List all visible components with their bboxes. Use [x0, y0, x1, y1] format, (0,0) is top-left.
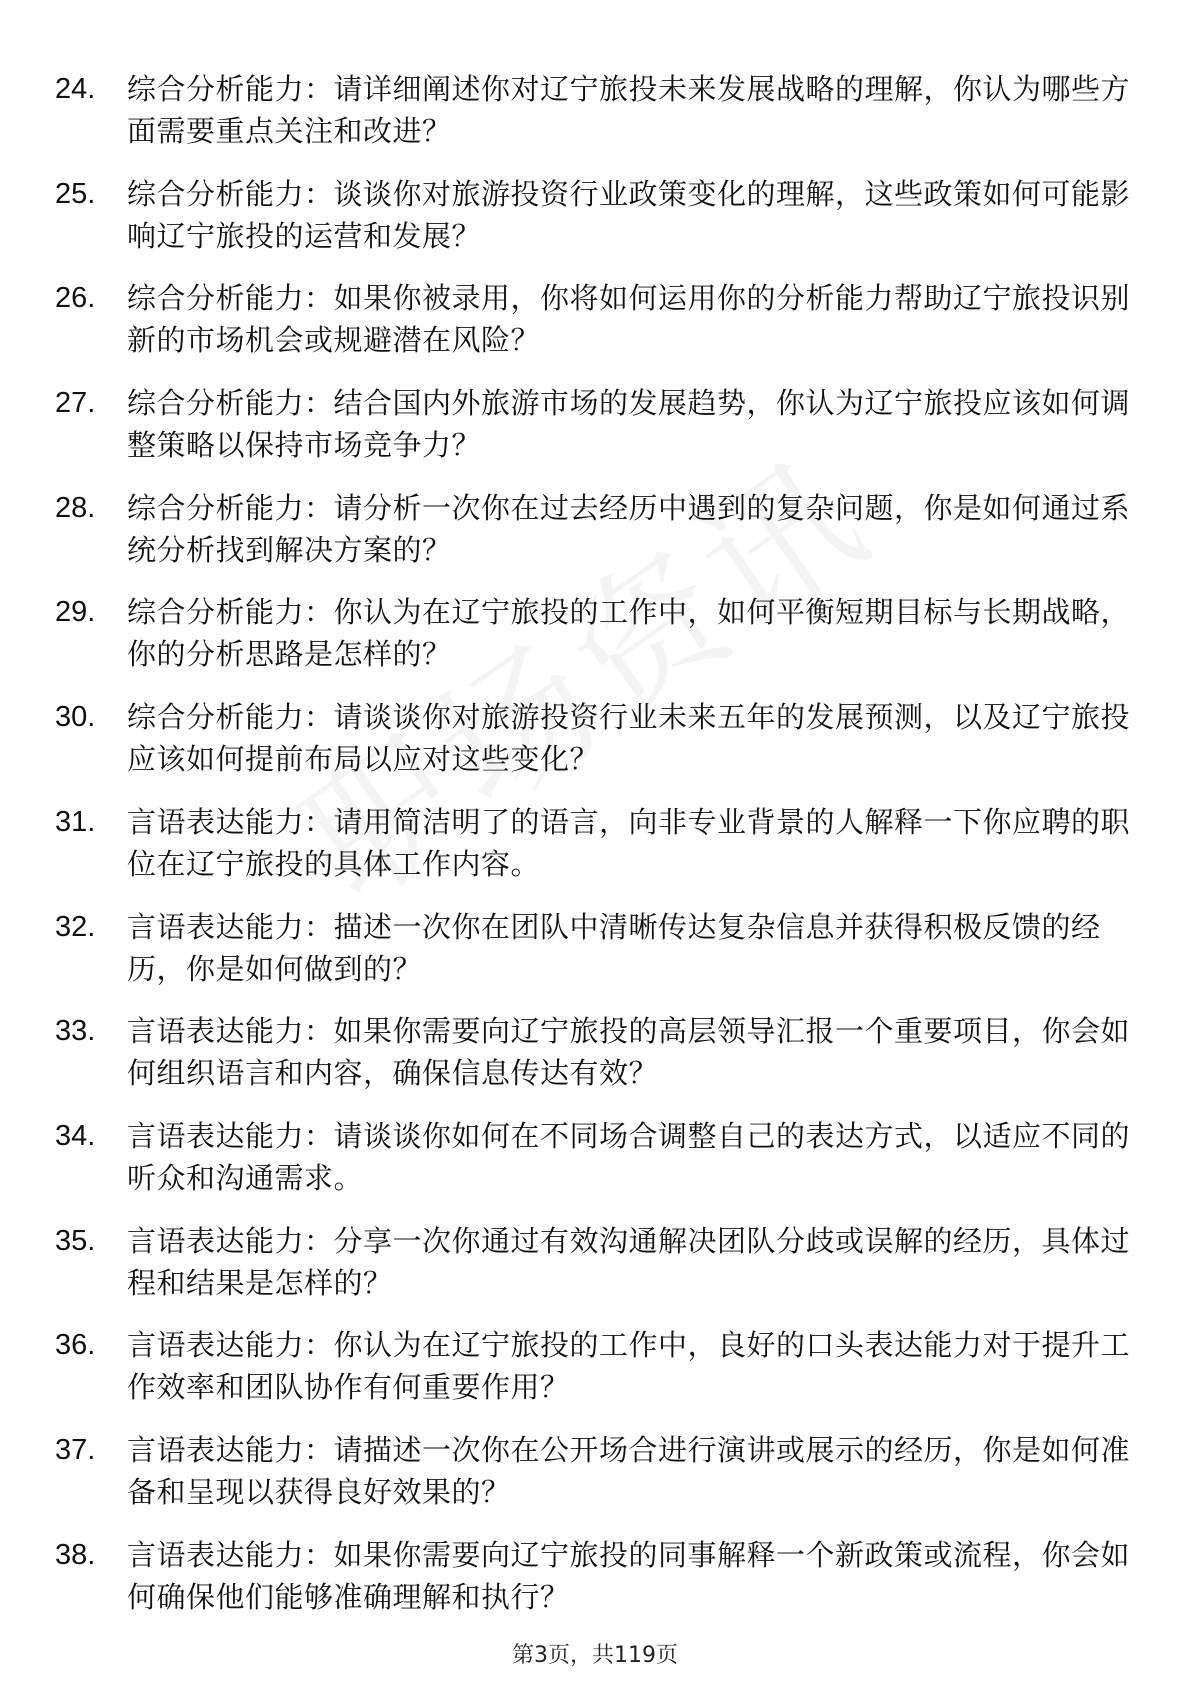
question-number: 37. [55, 1433, 96, 1466]
question-item [55, 382, 1135, 487]
question-text: 言语表达能力：描述一次你在团队中清晰传达复杂信息并获得积极反馈的经历，你是如何做到的？ [127, 909, 1101, 986]
question-number: 25. [55, 177, 96, 210]
question-text: 言语表达能力：如果你需要向辽宁旅投的同事解释一个新政策或流程，你会如何确保他们能够准确理解和执行？ [127, 1537, 1131, 1614]
question-item [55, 1010, 1135, 1115]
question-number: 32. [55, 910, 96, 943]
question-text: 言语表达能力：请描述一次你在公开场合进行演讲或展示的经历，你是如何准备和呈现以获得良好效果的？ [127, 1432, 1131, 1509]
question-text: 综合分析能力：请分析一次你在过去经历中遇到的复杂问题，你是如何通过系统分析找到解决方案的？ [127, 490, 1131, 567]
question-number: 28. [55, 491, 96, 524]
page-footer: 第3页，共119页 [512, 1643, 678, 1668]
question-number: 33. [55, 1015, 96, 1048]
question-text: 言语表达能力：分享一次你通过有效沟通解决团队分歧或误解的经历，具体过程和结果是怎样的？ [127, 1223, 1131, 1300]
question-number: 24. [55, 73, 96, 105]
question-text: 综合分析能力：结合国内外旅游市场的发展趋势，你认为辽宁旅投应该如何调整策略以保持市场竞争力？ [127, 386, 1131, 463]
question-number: 31. [55, 805, 96, 838]
question-item [55, 591, 1135, 696]
question-number: 35. [55, 1224, 96, 1257]
question-item [55, 1115, 1135, 1220]
question-item [55, 173, 1135, 278]
question-text: 综合分析能力：谈谈你对旅游投资行业政策变化的理解，这些政策如何可能影响辽宁旅投的运营和发展？ [127, 176, 1131, 253]
question-list [55, 68, 1135, 1638]
question-item [55, 1534, 1135, 1639]
question-number: 38. [55, 1538, 96, 1571]
question-text: 综合分析能力：如果你被录用，你将如何运用你的分析能力帮助辽宁旅投识别新的市场机会或规避潜在风险？ [127, 281, 1131, 358]
question-item [55, 1324, 1135, 1429]
question-item [55, 277, 1135, 382]
question-item [55, 68, 1135, 173]
question-text: 言语表达能力：你认为在辽宁旅投的工作中，良好的口头表达能力对于提升工作效率和团队协作有何重要作用？ [127, 1328, 1131, 1405]
question-number: 36. [55, 1329, 96, 1362]
question-item [55, 1429, 1135, 1534]
question-text: 综合分析能力：请详细阐述你对辽宁旅投未来发展战略的理解，你认为哪些方面需要重点关注和改进？ [127, 72, 1131, 148]
question-number: 27. [55, 387, 96, 420]
question-item [55, 1220, 1135, 1325]
question-text: 言语表达能力：请用简洁明了的语言，向非专业背景的人解释一下你应聘的职位在辽宁旅投的具体工作内容。 [127, 804, 1131, 881]
question-text: 综合分析能力：请谈谈你对旅游投资行业未来五年的发展预测，以及辽宁旅投应该如何提前布局以应对这些变化？ [127, 700, 1131, 777]
question-number: 34. [55, 1119, 96, 1152]
question-item [55, 487, 1135, 592]
question-number: 26. [55, 282, 96, 315]
question-item [55, 801, 1135, 906]
question-number: 30. [55, 701, 96, 734]
question-text: 言语表达能力：如果你需要向辽宁旅投的高层领导汇报一个重要项目，你会如何组织语言和内容，确保信息传达有效？ [127, 1014, 1131, 1091]
question-text: 综合分析能力：你认为在辽宁旅投的工作中，如何平衡短期目标与长期战略，你的分析思路是怎样的？ [127, 595, 1131, 672]
question-number: 29. [55, 596, 96, 629]
question-text: 言语表达能力：请谈谈你如何在不同场合调整自己的表达方式，以适应不同的听众和沟通需求。 [127, 1118, 1131, 1195]
question-item [55, 696, 1135, 801]
question-item [55, 906, 1135, 1011]
